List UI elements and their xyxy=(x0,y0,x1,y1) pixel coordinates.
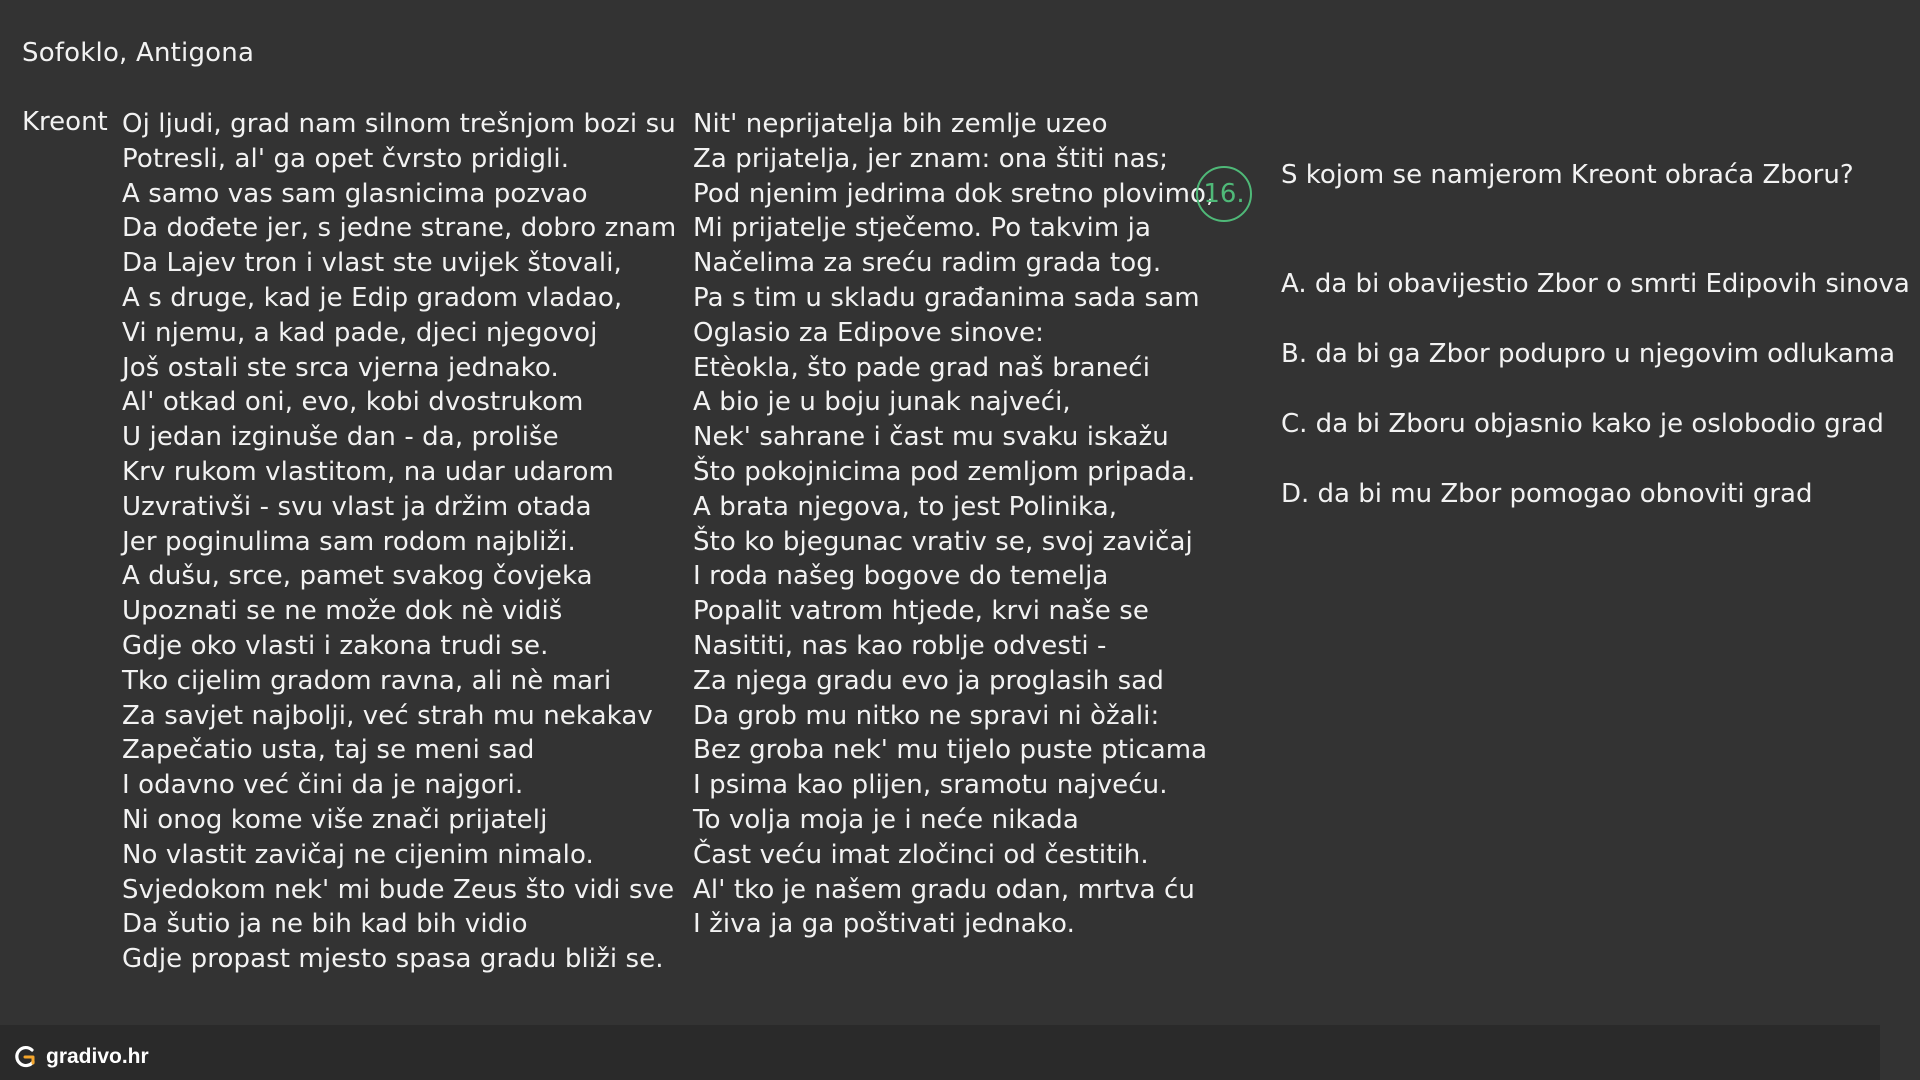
answer-option-b[interactable]: B. da bi ga Zbor podupro u njegovim odlukama xyxy=(1281,339,1896,369)
poem-line: Vi njemu, a kad pade, djeci njegovoj xyxy=(122,317,598,348)
poem-line: Za njega gradu evo ja proglasih sad xyxy=(693,665,1164,696)
poem-line: Popalit vatrom htjede, krvi naše se xyxy=(693,596,1149,627)
poem-line: Uzvrativši - svu vlast ja držim otada xyxy=(122,491,592,522)
brand[interactable] xyxy=(12,1044,149,1070)
poem-line: I živa ja ga poštivati jednako. xyxy=(693,909,1075,940)
poem-line: Al' otkad oni, evo, kobi dvostrukom xyxy=(122,387,584,418)
poem-line: Što ko bjegunac vrativ se, svoj zavičaj xyxy=(693,526,1193,557)
poem-line: A bio je u boju junak najveći, xyxy=(693,387,1071,418)
question-text: S kojom se namjerom Kreont obraća Zboru? xyxy=(1281,160,1854,190)
poem-line: Svjedokom nek' mi bude Zeus što vidi sve xyxy=(122,874,675,905)
poem-line: Zapečatio usta, taj se meni sad xyxy=(122,735,535,766)
poem-line: Što pokojnicima pod zemljom pripada. xyxy=(693,456,1196,487)
poem-line: Tko cijelim gradom ravna, ali nè mari xyxy=(122,665,612,696)
poem-line: Nit' neprijatelja bih zemlje uzeo xyxy=(693,109,1108,139)
poem-line: I odavno već čini da je najgori. xyxy=(122,770,524,801)
poem-line: To volja moja je i neće nikada xyxy=(693,804,1079,835)
poem-line: Da Lajev tron i vlast ste uvijek štovali, xyxy=(122,248,622,279)
poem-line: Jer poginulima sam rodom najbliži. xyxy=(122,526,576,557)
poem-line: Upoznati se ne može dok nè vidiš xyxy=(122,596,563,627)
answer-option-a[interactable]: A. da bi obavijestio Zbor o smrti Edipovih sinova xyxy=(1281,269,1910,299)
poem-line: Čast veću imat zločinci od čestitih. xyxy=(693,839,1149,870)
poem-line: Gdje propast mjesto spasa gradu bliži se. xyxy=(122,944,664,975)
poem-line: Za savjet najbolji, već strah mu nekakav xyxy=(122,700,653,731)
poem-line: Etèokla, što pade grad naš braneći xyxy=(693,352,1151,383)
poem-line: Da dođete jer, s jedne strane, dobro znam xyxy=(122,213,677,244)
poem-line: Potresli, al' ga opet čvrsto pridigli. xyxy=(122,143,570,174)
poem-line: Al' tko je našem gradu odan, mrtva ću xyxy=(693,874,1195,905)
poem-line: Krv rukom vlastitom, na udar udarom xyxy=(122,456,614,487)
poem-line: A s druge, kad je Edip gradom vladao, xyxy=(122,282,623,313)
poem-line: Oj ljudi, grad nam silnom trešnjom bozi su xyxy=(122,109,676,139)
poem-line: Pod njenim jedrima dok sretno plovimo, xyxy=(693,178,1215,209)
answer-list xyxy=(1281,264,1910,544)
poem-line: A dušu, srce, pamet svakog čovjeka xyxy=(122,561,593,592)
poem-line: Oglasio za Edipove sinove: xyxy=(693,317,1045,348)
poem-line: I psima kao plijen, sramotu najveću. xyxy=(693,770,1168,801)
poem-line: Da grob mu nitko ne spravi ni òžali: xyxy=(693,700,1160,731)
poem-line: No vlastit zavičaj ne cijenim nimalo. xyxy=(122,839,594,870)
poem-line: Da šutio ja ne bih kad bih vidio xyxy=(122,909,528,940)
poem-line: Načelima za sreću radim grada tog. xyxy=(693,248,1162,279)
question-number: 16. xyxy=(1203,179,1245,209)
poem-line: Gdje oko vlasti i zakona trudi se. xyxy=(122,630,549,661)
poem-line: I roda našeg bogove do temelja xyxy=(693,561,1109,592)
poem-line: Nasititi, nas kao roblje odvesti - xyxy=(693,630,1107,661)
poem-line: Mi prijatelje stječemo. Po takvim ja xyxy=(693,213,1152,244)
answer-option-c[interactable]: C. da bi Zboru objasnio kako je oslobodio grad xyxy=(1281,409,1884,439)
brand-name: gradivo.hr xyxy=(46,1045,149,1068)
poem-line: Bez groba nek' mu tijelo puste pticama xyxy=(693,735,1208,766)
question-number-badge xyxy=(1196,166,1252,222)
source-title: Sofoklo, Antigona xyxy=(22,38,255,68)
poem-line: Još ostali ste srca vjerna jednako. xyxy=(122,352,559,383)
poem-line: Nek' sahrane i čast mu svaku iskažu xyxy=(693,422,1169,453)
poem-column-left xyxy=(122,107,676,977)
footer-bar xyxy=(0,1025,1880,1080)
poem-line: A samo vas sam glasnicima pozvao xyxy=(122,178,588,209)
poem-column-right xyxy=(693,107,1214,942)
gradivo-logo-icon xyxy=(12,1044,38,1070)
poem-line: Pa s tim u skladu građanima sada sam xyxy=(693,282,1200,313)
poem-line: Ni onog kome više znači prijatelj xyxy=(122,804,548,835)
poem-line: Za prijatelja, jer znam: ona štiti nas; xyxy=(693,143,1169,174)
speaker-label: Kreont xyxy=(22,107,108,137)
footer-gap xyxy=(1880,1025,1920,1080)
poem-line: U jedan izginuše dan - da, proliše xyxy=(122,422,559,453)
answer-option-d[interactable]: D. da bi mu Zbor pomogao obnoviti grad xyxy=(1281,479,1813,509)
poem-line: A brata njegova, to jest Polinika, xyxy=(693,491,1118,522)
